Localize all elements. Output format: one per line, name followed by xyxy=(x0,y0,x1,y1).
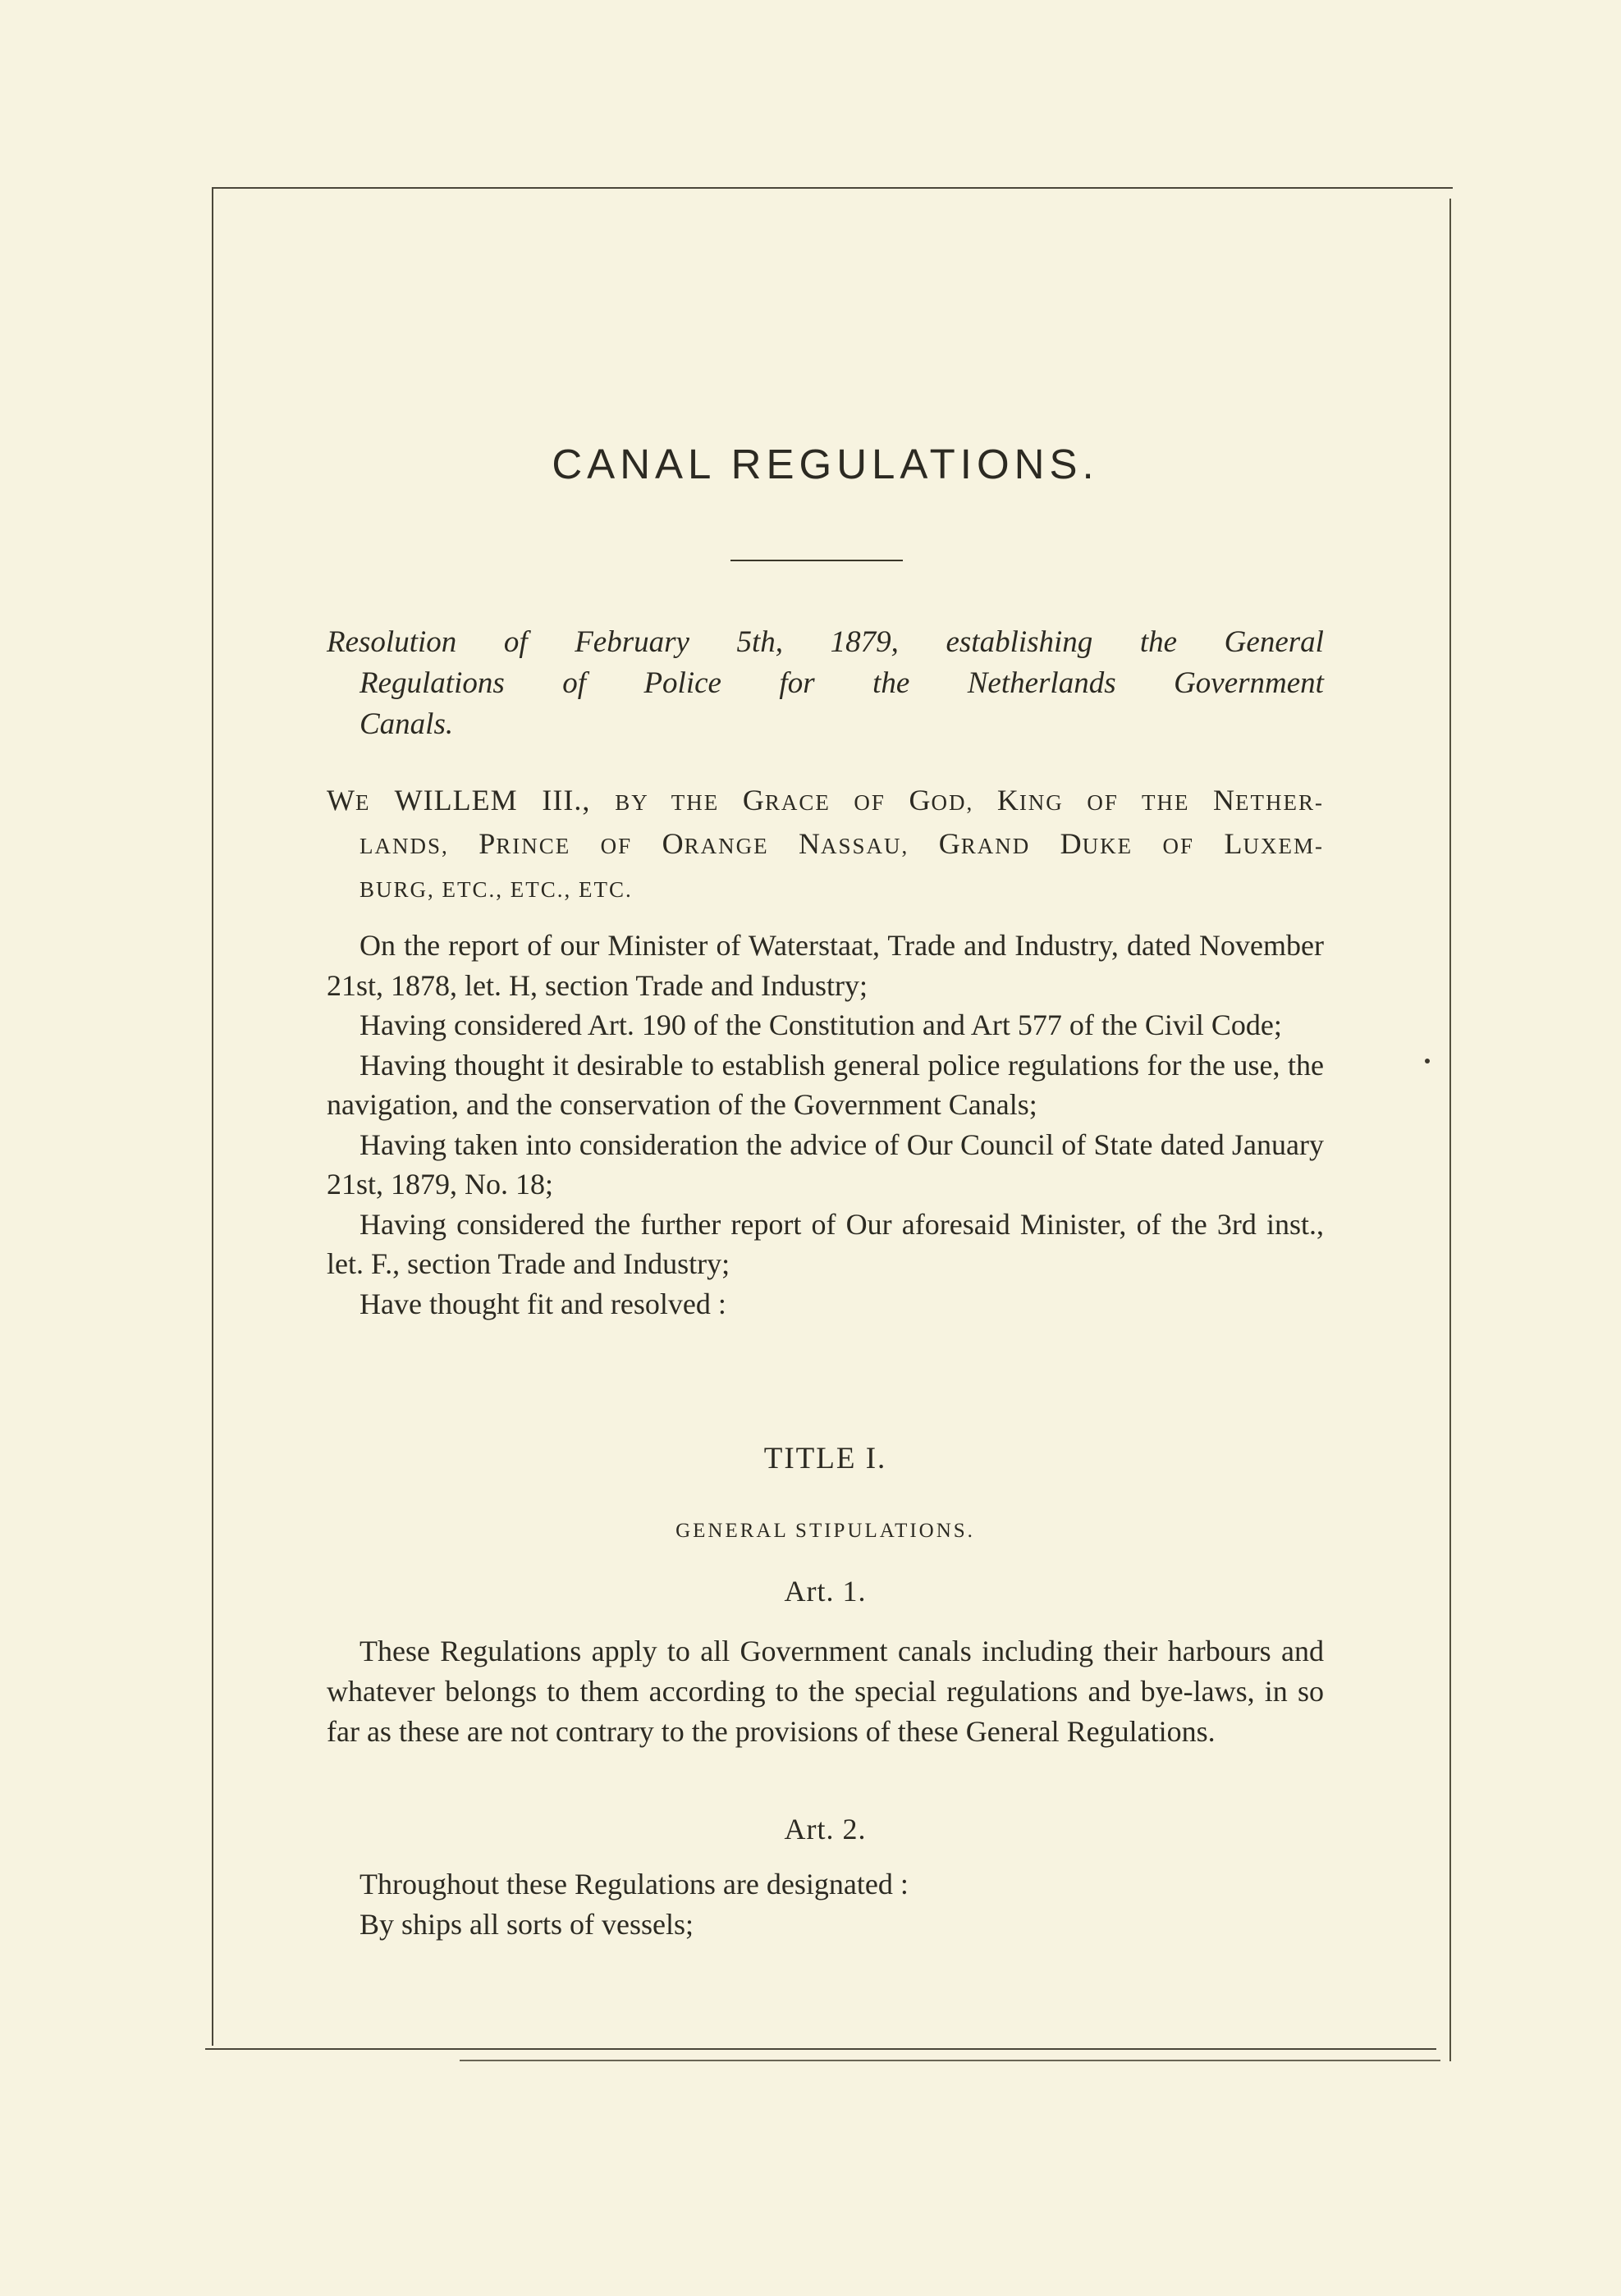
resolution-word: 5th, xyxy=(736,625,784,659)
decree-text: WILLEM III., xyxy=(370,784,616,816)
decree-line-1 xyxy=(327,780,1324,823)
decree-text: ETHER- xyxy=(1235,790,1324,815)
resolution-line-2 xyxy=(327,663,1324,704)
frame-right-border xyxy=(1449,199,1451,2061)
decree-text: D xyxy=(1060,827,1083,860)
resolution-heading xyxy=(327,622,1324,745)
decree-text: O xyxy=(662,827,685,860)
frame-left-border xyxy=(212,187,213,2046)
decree-text: RAND xyxy=(960,834,1060,858)
decree-text: RINCE OF xyxy=(496,834,662,858)
decree-text: W xyxy=(327,784,355,816)
decree-text: OD, xyxy=(931,790,997,815)
decree-text: L xyxy=(1224,827,1243,860)
frame-bottom-double-border xyxy=(460,2060,1440,2061)
resolution-word: Police xyxy=(643,666,721,700)
resolution-word: for xyxy=(779,666,815,700)
decree-text: N xyxy=(1213,784,1236,816)
frame-bottom-border xyxy=(205,2048,1436,2050)
decree-text: UKE OF xyxy=(1082,834,1225,858)
decree-text: G xyxy=(742,784,765,816)
title-i-heading: TITLE I. xyxy=(763,1442,887,1475)
article-1-body xyxy=(327,1631,1324,1752)
preamble-paragraph: Having thought it desirable to establish general police regulations for the use, the navigation, and the conservation of the Government Canals; xyxy=(327,1048,1324,1121)
resolution-word: Resolution xyxy=(327,625,457,659)
resolution-word: of xyxy=(503,625,528,659)
resolution-word: February xyxy=(575,625,689,659)
decree-text: UXEM- xyxy=(1243,834,1324,858)
resolution-word: the xyxy=(872,666,910,700)
section-heading: GENERAL STIPULATIONS. xyxy=(675,1520,975,1542)
resolution-line-1 xyxy=(327,622,1324,663)
decree-line-2 xyxy=(327,823,1324,867)
decree-text: ASSAU, xyxy=(821,834,939,858)
title-divider xyxy=(730,560,903,561)
resolution-word: the xyxy=(1139,625,1178,659)
preamble-paragraph: On the report of our Minister of Waterstaat, Trade and Industry, dated November 21st, 1878, let. H, section Trade and Industry; xyxy=(327,929,1324,1002)
article-2-line: Throughout these Regulations are designated : xyxy=(359,1868,909,1900)
article-2-body xyxy=(327,1864,1324,1945)
resolution-word: establishing xyxy=(946,625,1093,659)
resolution-word: Regulations xyxy=(359,666,505,700)
decree-text: N xyxy=(799,827,821,860)
decree-text: ING OF THE xyxy=(1019,790,1214,815)
preamble xyxy=(327,926,1324,1324)
resolution-word: 1879, xyxy=(830,625,899,659)
resolution-word: of xyxy=(562,666,586,700)
royal-decree-heading xyxy=(327,780,1324,910)
decree-line-3 xyxy=(327,867,1324,910)
article-1-heading: Art. 1. xyxy=(784,1575,867,1608)
decree-text: P xyxy=(479,827,497,860)
preamble-paragraph: Have thought fit and resolved : xyxy=(359,1287,726,1320)
page-title: CANAL REGULATIONS. xyxy=(552,441,1099,487)
decree-text: K xyxy=(996,784,1019,816)
preamble-paragraph: Having considered Art. 190 of the Constitution and Art 577 of the Civil Code; xyxy=(359,1009,1282,1041)
decree-text: RACE OF xyxy=(764,790,909,815)
decree-text: LANDS, xyxy=(359,834,479,858)
ink-speck xyxy=(1425,1059,1430,1063)
frame-top-border xyxy=(212,187,1453,189)
preamble-paragraph: Having considered the further report of Our aforesaid Minister, of the 3rd inst., let. F., section Trade and Industry; xyxy=(327,1207,1324,1280)
resolution-line-3: Canals. xyxy=(359,707,454,741)
resolution-word: Government xyxy=(1174,666,1324,700)
resolution-word: Netherlands xyxy=(967,666,1116,700)
decree-text: E xyxy=(355,790,371,815)
article-1-paragraph: These Regulations apply to all Government canals including their harbours and whatever belongs to them according to the special regulations and bye-laws, in so far as these are not contrary to the provisions of these General Regulations. xyxy=(327,1635,1324,1748)
decree-text: BURG, ETC., ETC., ETC. xyxy=(359,877,633,902)
article-2-line: By ships all sorts of vessels; xyxy=(359,1908,694,1941)
decree-text: BY THE xyxy=(615,790,743,815)
article-2-heading: Art. 2. xyxy=(784,1813,867,1845)
preamble-paragraph: Having taken into consideration the advice of Our Council of State dated January 21st, 1879, No. 18; xyxy=(327,1127,1324,1201)
decree-text: G xyxy=(909,784,932,816)
decree-text: RANGE xyxy=(684,834,799,858)
decree-text: G xyxy=(938,827,961,860)
resolution-word: General xyxy=(1224,625,1324,659)
